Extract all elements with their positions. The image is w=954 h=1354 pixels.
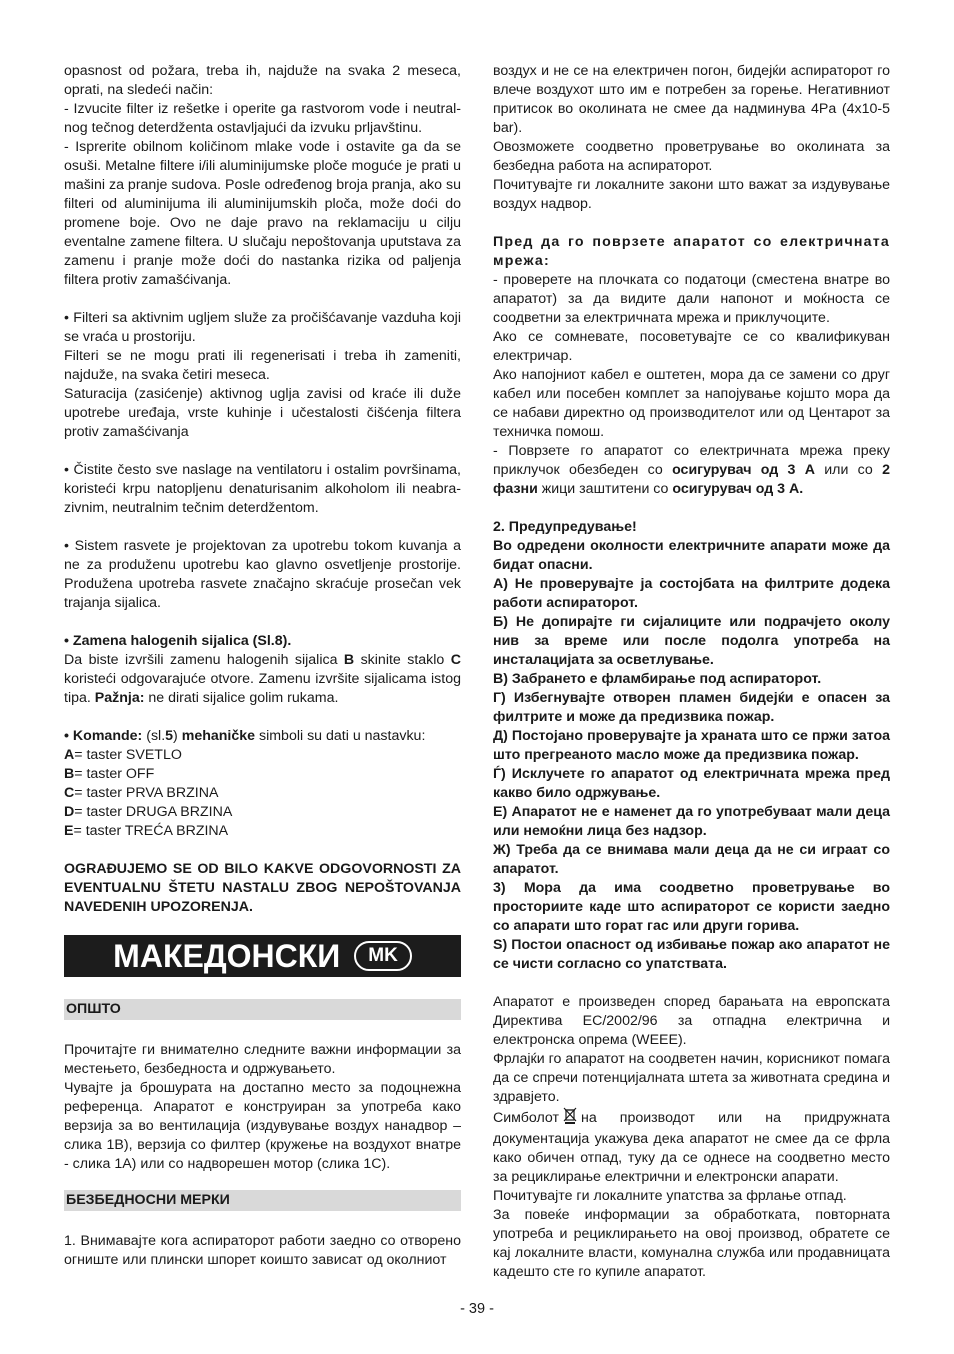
warning-item: Г) Избегнувајте отворен пламен бидејќи е опасен за филтрите и може да предизвика пожар. [493, 690, 890, 725]
key-item [64, 803, 461, 822]
paragraph: - Izvucite filter iz rešetke i operite ga rastvorom vode i neutral-nog tečnog deterdženta ostavljajući da izvuku prljavštinu. [64, 101, 461, 136]
left-column [64, 62, 461, 1270]
text: koristeći odgovarajuće otvore. Zamenu izvršite sijalicama istog tipa. [64, 671, 461, 706]
halogen-paragraph [64, 651, 461, 708]
text: ) [173, 728, 182, 744]
weee-paragraph [493, 1107, 890, 1187]
key-item [64, 822, 461, 841]
text: осигурувач од 3 A. [672, 481, 804, 497]
warning-item: 3) Мора да има соодветно проветрување во просториите каде што аспираторот се користи заедно со апарати што горат гас или други горива. [493, 880, 890, 934]
text: жици заштитени со [537, 481, 673, 497]
warning-item: В) Забрането е фламбирање под аспираторот. [493, 671, 822, 687]
paragraph: За повеќе информации за обработката, повторната употреба и рециклирањето на овој производ, обратете се кај локалните власти, комунална служба или продавницата кадешто сте го купиле апаратот. [493, 1207, 890, 1280]
text: Pažnja: [94, 690, 145, 706]
paragraph: 1. Внимавајте кога аспираторот работи заедно со отворено огниште или плински шпорет коишто зависат од околниот [64, 1233, 461, 1268]
crossed-bin-icon [563, 1107, 577, 1130]
section-heading: ОПШТО [64, 999, 461, 1020]
text: skinite staklo [354, 652, 451, 668]
text: A [64, 747, 75, 763]
warning-title: 2. Предупредување! [493, 519, 637, 535]
paragraph: Овозможете соодветно проветрување во околината за безбедна работа на аспираторот. [493, 139, 890, 174]
warning-item: А) Не проверувајте ја состојбата на филтрите додека работи аспираторот. [493, 576, 890, 611]
paragraph: • Čistite često sve naslage na ventilatoru i ostalim površinama, koristeći krpu natopljenu denaturisanim alkoholom ili neabra-zivnim, neutralnim tečnim deterdžentom. [64, 462, 461, 516]
paragraph: Ако напојниот кабел е оштетен, мора да се замени со друг кабел или посебен комплет за напојување којшто мора да се набави директно од производителот или од Центарот за техничка помош. [493, 367, 890, 440]
paragraph: Апаратот е произведен според барањата на европската Директива EC/2002/96 за отпадна електрична и електронска опрема (WEEE). [493, 994, 890, 1048]
paragraph: Почитувајте ги локалните закони што важат за издувување воздух надвор. [493, 177, 890, 212]
paragraph: - Isprerite obilnom količinom mlake vode i ostavite ga da se osuši. Metalne filtere i/ili aluminijumske ploče moguće je prati u mašini za pranje sudova. Posle određenog broja pranja, ako su filteri od aluminijuma ili aluminijumskih ploča, može doći do promene boje. Ovo ne daje pravo na reklamaciju u cilju eventalne zamene filtera. U slučaju nepoštovanja uputstava za zamenu i pranje može doći do nastanka rizika od paljenja filtera protiv zamašćivanja. [64, 139, 461, 288]
language-badge: MK [354, 941, 412, 971]
paragraph: opasnost od požara, treba ih, najduže na svaka 2 meseca, oprati, na sledeći način: [64, 63, 461, 98]
halogen-heading: • Zamena halogenih sijalica (Sl.8). [64, 633, 292, 649]
text: = taster TREĆA BRZINA [73, 823, 229, 839]
paragraph: Почитувајте ги локалните упатства за фрлање отпад. [493, 1188, 847, 1204]
warning-item: Б) Не допирајте ги сијалиците или подрачјето околу нив за време или после подолга употреба на инсталацијата за осветлување. [493, 614, 890, 668]
warning-item: Ѓ) Исклучете го апаратот од електричната мрежа пред какво било одржување. [493, 766, 890, 801]
text: B [343, 652, 355, 668]
text: осигурувач од 3 A [672, 462, 815, 478]
section-heading: БЕЗБЕДНОСНИ МЕРКИ [64, 1190, 461, 1211]
paragraph: Saturacija (zasićenje) aktivnog uglja zavisi od kraće ili duže upotrebe uređaja, vrste kuhinje i učestalosti čišćenja filtera protiv zamašćivanja [64, 386, 461, 440]
text: simboli su dati u nastavku: [255, 728, 426, 744]
key-item [64, 784, 461, 803]
text: = taster SVETLO [74, 747, 182, 763]
paragraph: Чувајте ја брошурата на достапно место за подоцнежна референца. Апаратот е конструиран за употреба како верзија за во вентилација (издувување воздух нанадвор – слика 1B), верзија со филтер (кружење на воздухот внатре - слика 1A) или со надворешен мотор (слика 1C). [64, 1080, 461, 1172]
text: C [450, 652, 461, 668]
text: Da biste izvršili zamenu halogenih sijalica [64, 652, 344, 668]
warning-item: Е) Апаратот не е наменет да го употребуваат мали деца или немоќни лица без надзор. [493, 804, 890, 839]
paragraph: - проверете на плочката со податоци (сместена внатре во апаратот) за да видите дали напонот и моќноста се соодветни за електричната мрежа и приклучоците. [493, 272, 890, 326]
text: = taster DRUGA BRZINA [74, 804, 233, 820]
warning-item: Во одредени околности електричните апарати може да бидат опасни. [493, 538, 890, 573]
text: • Komande: [64, 728, 143, 744]
text: mehaničke [181, 728, 256, 744]
language-title-bar [64, 935, 461, 977]
paragraph: • Filteri sa aktivnim ugljem služe za pročišćavanje vazduha koji se vraća u prostoriju. [64, 310, 461, 345]
text: или со [814, 462, 883, 478]
text: (sl. [142, 728, 166, 744]
language-title: МАКЕДОНСКИ [113, 937, 341, 974]
right-column [493, 62, 890, 1282]
text: C [64, 785, 75, 801]
electrical-heading: Пред да го поврзете апаратот со електричната мрежа: [493, 234, 890, 269]
warning-item: Ѕ) Постои опасност од избивање пожар ако апаратот не се чисти согласно со упатствата. [493, 937, 890, 972]
text: D [64, 804, 75, 820]
text: = taster PRVA BRZINA [74, 785, 219, 801]
text: 5 [165, 728, 174, 744]
text: на производот или на придружната документација укажува дека апаратот не смее да се фрла како обичен отпад, туку да се однесе на соодветно место за рециклирање електрични и електронски апарати. [493, 1110, 890, 1185]
paragraph: Прочитајте ги внимателно следните важни информации за местењето, безбедноста и одржувањето. [64, 1042, 461, 1077]
paragraph: Фрлајќи го апаратот на соодветен начин, корисникот помага да се спречи потенцијалната штета за животната средина и здравјето. [493, 1051, 890, 1105]
paragraph: • Sistem rasvete je projektovan za upotrebu tokom kuvanja a ne za produženu upotrebu kao glavno osvetljenje prostorije. Produžena upotreba rasvete značajno skraćuje prosečan vek trajanja sijalica. [64, 538, 461, 611]
warning-item: Д) Постојано проверувајте ја храната што се пржи затоа што прегреаното масло може да предизвика пожар. [493, 728, 890, 763]
text: E [64, 823, 74, 839]
text: Симболот [493, 1110, 559, 1126]
text: 2 фазни [493, 462, 890, 497]
disclaimer: OGRAĐUJEMO SE OD BILO KAKVE ODGOVORNOSTI ZA EVENTUALNU ŠTETU NASTALU ZBOG NEPOŠTOVANJA NAVEDENIH UPOZORENJA. [64, 861, 461, 915]
text: ne dirati sijalice golim rukama. [144, 690, 339, 706]
text: B [64, 766, 75, 782]
paragraph: Filteri se ne mogu prati ili regenerisati i treba ih zameniti, najduže, na svaka četiri meseca. [64, 348, 461, 383]
key-item [64, 765, 461, 784]
paragraph: Ако се сомневате, посоветувајте се со квалификуван електричар. [493, 329, 890, 364]
paragraph [493, 442, 890, 499]
komande-paragraph [64, 727, 461, 746]
page-number: - 39 - [460, 1301, 494, 1317]
text: - Поврзете го апаратот со електричната мрежа преку приклучок обезбеден со [493, 443, 890, 478]
key-item [64, 746, 461, 765]
warning-item: Ж) Треба да се внимава мали деца да не си играат со апаратот. [493, 842, 890, 877]
paragraph: воздух и не се на електричен погон, бидејќи аспираторот го влече воздухот што им е потребен за горење. Негативниот притисок во околината не смее да надминува 4Pa (4x10-5 bar). [493, 63, 890, 136]
text: = taster OFF [74, 766, 155, 782]
